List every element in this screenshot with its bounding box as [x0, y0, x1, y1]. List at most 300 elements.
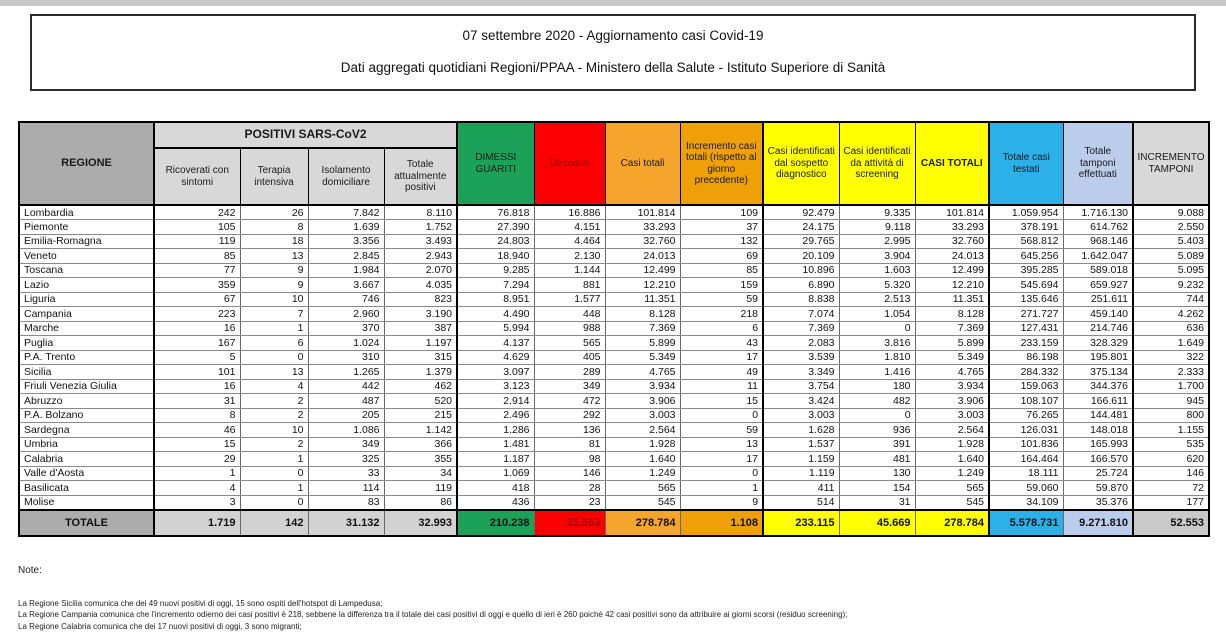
- value-cell: 4.035: [384, 278, 457, 293]
- value-cell: 4: [154, 481, 240, 496]
- value-cell: 5.089: [1133, 249, 1209, 264]
- value-cell: 69: [680, 249, 763, 264]
- notes-list: [18, 598, 1226, 632]
- value-cell: 565: [915, 481, 989, 496]
- value-cell: 1.119: [763, 466, 839, 481]
- value-cell: 24.175: [763, 220, 839, 235]
- value-cell: 8: [240, 220, 308, 235]
- value-cell: 86: [384, 495, 457, 510]
- value-cell: 0: [240, 350, 308, 365]
- value-cell: 1.144: [534, 263, 605, 278]
- region-cell: Sicilia: [19, 365, 154, 380]
- table-row: [19, 249, 1209, 264]
- value-cell: 487: [308, 394, 384, 409]
- value-cell: 565: [534, 336, 605, 351]
- value-cell: 85: [154, 249, 240, 264]
- table-row: [19, 278, 1209, 293]
- region-cell: Liguria: [19, 292, 154, 307]
- value-cell: 3.667: [308, 278, 384, 293]
- value-cell: 16: [154, 321, 240, 336]
- value-cell: 15: [154, 437, 240, 452]
- value-cell: 126.031: [989, 423, 1063, 438]
- value-cell: 418: [457, 481, 534, 496]
- notes-section: [18, 565, 1226, 632]
- column-header-casi-sospetto: Casi identificati dal sospetto diagnostico: [763, 122, 839, 205]
- value-cell: 482: [839, 394, 915, 409]
- value-cell: 92.479: [763, 205, 839, 220]
- value-cell: 159.063: [989, 379, 1063, 394]
- table-body: [19, 205, 1209, 536]
- region-cell: Campania: [19, 307, 154, 322]
- value-cell: 1.640: [605, 452, 680, 467]
- value-cell: 1.810: [839, 350, 915, 365]
- value-cell: 481: [839, 452, 915, 467]
- value-cell: 35.376: [1063, 495, 1133, 510]
- value-cell: 146: [534, 466, 605, 481]
- value-cell: 33: [308, 466, 384, 481]
- value-cell: 284.332: [989, 365, 1063, 380]
- value-cell: 1.024: [308, 336, 384, 351]
- value-cell: 11: [680, 379, 763, 394]
- region-cell: Puglia: [19, 336, 154, 351]
- column-header-incremento-tamponi: INCREMENTO TAMPONI: [1133, 122, 1209, 205]
- value-cell: 34.109: [989, 495, 1063, 510]
- value-cell: 462: [384, 379, 457, 394]
- value-cell: 1.069: [457, 466, 534, 481]
- value-cell: 545: [605, 495, 680, 510]
- value-cell: 520: [384, 394, 457, 409]
- value-cell: 6.890: [763, 278, 839, 293]
- value-cell: 4.490: [457, 307, 534, 322]
- value-cell: 5: [154, 350, 240, 365]
- value-cell: 1.716.130: [1063, 205, 1133, 220]
- value-cell: 43: [680, 336, 763, 351]
- value-cell: 359: [154, 278, 240, 293]
- value-cell: 1.054: [839, 307, 915, 322]
- totale-value-cell: 52.553: [1133, 510, 1209, 536]
- value-cell: 387: [384, 321, 457, 336]
- value-cell: 180: [839, 379, 915, 394]
- value-cell: 2: [240, 437, 308, 452]
- region-cell: Lombardia: [19, 205, 154, 220]
- value-cell: 135.646: [989, 292, 1063, 307]
- table-row: [19, 466, 1209, 481]
- value-cell: 9: [240, 278, 308, 293]
- value-cell: 0: [839, 321, 915, 336]
- value-cell: 3.356: [308, 234, 384, 249]
- value-cell: 15: [680, 394, 763, 409]
- value-cell: 46: [154, 423, 240, 438]
- table-row: [19, 394, 1209, 409]
- value-cell: 349: [534, 379, 605, 394]
- region-cell: Piemonte: [19, 220, 154, 235]
- value-cell: 1.086: [308, 423, 384, 438]
- value-cell: 355: [384, 452, 457, 467]
- value-cell: 218: [680, 307, 763, 322]
- value-cell: 101.814: [605, 205, 680, 220]
- table-row: [19, 452, 1209, 467]
- value-cell: 165.993: [1063, 437, 1133, 452]
- value-cell: 1.700: [1133, 379, 1209, 394]
- value-cell: 5.899: [915, 336, 989, 351]
- value-cell: 3.904: [839, 249, 915, 264]
- value-cell: 20.109: [763, 249, 839, 264]
- value-cell: 76.265: [989, 408, 1063, 423]
- value-cell: 1.928: [915, 437, 989, 452]
- value-cell: 86.198: [989, 350, 1063, 365]
- notes-heading: Note:: [18, 565, 1226, 576]
- table-row: [19, 220, 1209, 235]
- value-cell: 620: [1133, 452, 1209, 467]
- value-cell: 472: [534, 394, 605, 409]
- value-cell: 167: [154, 336, 240, 351]
- value-cell: 3.493: [384, 234, 457, 249]
- value-cell: 31: [839, 495, 915, 510]
- value-cell: 8.110: [384, 205, 457, 220]
- value-cell: 12.499: [915, 263, 989, 278]
- value-cell: 310: [308, 350, 384, 365]
- value-cell: 1.752: [384, 220, 457, 235]
- value-cell: 13: [240, 365, 308, 380]
- table-row: [19, 234, 1209, 249]
- value-cell: 3.003: [605, 408, 680, 423]
- value-cell: 2.550: [1133, 220, 1209, 235]
- table-row: [19, 437, 1209, 452]
- column-header-casi-testati: Totale casi testati: [989, 122, 1063, 205]
- value-cell: 1.187: [457, 452, 534, 467]
- column-header-casi-screening: Casi identificati da attività di screening: [839, 122, 915, 205]
- value-cell: 645.256: [989, 249, 1063, 264]
- totale-value-cell: 210.238: [457, 510, 534, 536]
- value-cell: 292: [534, 408, 605, 423]
- totale-value-cell: 31.132: [308, 510, 384, 536]
- value-cell: 33.293: [605, 220, 680, 235]
- value-cell: 242: [154, 205, 240, 220]
- region-cell: Abruzzo: [19, 394, 154, 409]
- table-row: [19, 481, 1209, 496]
- value-cell: 8: [154, 408, 240, 423]
- value-cell: 9.335: [839, 205, 915, 220]
- value-cell: 1.142: [384, 423, 457, 438]
- value-cell: 3.934: [915, 379, 989, 394]
- value-cell: 2.914: [457, 394, 534, 409]
- region-cell: Molise: [19, 495, 154, 510]
- value-cell: 59: [680, 423, 763, 438]
- value-cell: 0: [240, 466, 308, 481]
- value-cell: 1.577: [534, 292, 605, 307]
- value-cell: 34: [384, 466, 457, 481]
- value-cell: 7.074: [763, 307, 839, 322]
- value-cell: 154: [839, 481, 915, 496]
- value-cell: 98: [534, 452, 605, 467]
- value-cell: 8.128: [605, 307, 680, 322]
- value-cell: 81: [534, 437, 605, 452]
- value-cell: 881: [534, 278, 605, 293]
- value-cell: 1.603: [839, 263, 915, 278]
- value-cell: 3.123: [457, 379, 534, 394]
- value-cell: 535: [1133, 437, 1209, 452]
- totale-value-cell: 45.669: [839, 510, 915, 536]
- value-cell: 0: [240, 495, 308, 510]
- value-cell: 1.928: [605, 437, 680, 452]
- report-title: 07 settembre 2020 - Aggiornamento casi Covid-19: [42, 28, 1184, 43]
- covid-data-table: [18, 121, 1210, 537]
- value-cell: 18: [240, 234, 308, 249]
- value-cell: 1.159: [763, 452, 839, 467]
- value-cell: 2: [240, 394, 308, 409]
- value-cell: 83: [308, 495, 384, 510]
- value-cell: 11.351: [605, 292, 680, 307]
- value-cell: 136: [534, 423, 605, 438]
- region-cell: Basilicata: [19, 481, 154, 496]
- value-cell: 24.013: [605, 249, 680, 264]
- value-cell: 3.754: [763, 379, 839, 394]
- report-subtitle: Dati aggregati quotidiani Regioni/PPAA - Ministero della Salute - Istituto Superiore di Sanità: [42, 60, 1184, 75]
- value-cell: 2.513: [839, 292, 915, 307]
- value-cell: 27.390: [457, 220, 534, 235]
- value-cell: 744: [1133, 292, 1209, 307]
- value-cell: 289: [534, 365, 605, 380]
- value-cell: 2.564: [605, 423, 680, 438]
- value-cell: 233.159: [989, 336, 1063, 351]
- value-cell: 119: [154, 234, 240, 249]
- table-row: [19, 350, 1209, 365]
- value-cell: 59.060: [989, 481, 1063, 496]
- value-cell: 545.694: [989, 278, 1063, 293]
- value-cell: 32.760: [915, 234, 989, 249]
- value-cell: 3.003: [763, 408, 839, 423]
- value-cell: 3.934: [605, 379, 680, 394]
- value-cell: 7.842: [308, 205, 384, 220]
- value-cell: 24.013: [915, 249, 989, 264]
- column-header-casi-totali: Casi totali: [605, 122, 680, 205]
- value-cell: 1: [154, 466, 240, 481]
- value-cell: 344.376: [1063, 379, 1133, 394]
- value-cell: 9.088: [1133, 205, 1209, 220]
- value-cell: 4.464: [534, 234, 605, 249]
- value-cell: 1.537: [763, 437, 839, 452]
- region-cell: Emilia-Romagna: [19, 234, 154, 249]
- value-cell: 16.886: [534, 205, 605, 220]
- column-header-regione: REGIONE: [19, 122, 154, 205]
- value-cell: 18.111: [989, 466, 1063, 481]
- value-cell: 2.960: [308, 307, 384, 322]
- value-cell: 1: [240, 481, 308, 496]
- column-header-casi-totali-2: CASI TOTALI: [915, 122, 989, 205]
- value-cell: 1: [240, 452, 308, 467]
- value-cell: 370: [308, 321, 384, 336]
- value-cell: 436: [457, 495, 534, 510]
- value-cell: 3.816: [839, 336, 915, 351]
- value-cell: 12.499: [605, 263, 680, 278]
- value-cell: 148.018: [1063, 423, 1133, 438]
- value-cell: 0: [839, 408, 915, 423]
- value-cell: 9: [680, 495, 763, 510]
- value-cell: 10: [240, 292, 308, 307]
- value-cell: 214.746: [1063, 321, 1133, 336]
- table-row: [19, 292, 1209, 307]
- value-cell: 8.128: [915, 307, 989, 322]
- value-cell: 2.496: [457, 408, 534, 423]
- value-cell: 101: [154, 365, 240, 380]
- table-row: [19, 205, 1209, 220]
- value-cell: 24.803: [457, 234, 534, 249]
- value-cell: 2.943: [384, 249, 457, 264]
- value-cell: 23: [534, 495, 605, 510]
- column-header-dimessi-guariti: DIMESSI GUARITI: [457, 122, 534, 205]
- region-cell: Sardegna: [19, 423, 154, 438]
- totale-value-cell: 32.993: [384, 510, 457, 536]
- window-top-strip: [0, 0, 1226, 6]
- column-header-terapia-intensiva: Terapia intensiva: [240, 148, 308, 205]
- value-cell: 59.870: [1063, 481, 1133, 496]
- note-item: La Regione Sicilia comunica che dei 49 nuovi positivi di oggi, 15 sono ospiti dell'hotspot di Lampedusa;: [18, 598, 1226, 610]
- column-header-incremento-casi: Incremento casi totali (rispetto al giorno precedente): [680, 122, 763, 205]
- value-cell: 3.424: [763, 394, 839, 409]
- value-cell: 1.249: [605, 466, 680, 481]
- value-cell: 7.369: [763, 321, 839, 336]
- value-cell: 3: [154, 495, 240, 510]
- region-cell: Marche: [19, 321, 154, 336]
- value-cell: 17: [680, 452, 763, 467]
- value-cell: 1.639: [308, 220, 384, 235]
- region-cell: Friuli Venezia Giulia: [19, 379, 154, 394]
- value-cell: 3.906: [605, 394, 680, 409]
- value-cell: 114: [308, 481, 384, 496]
- value-cell: 328.329: [1063, 336, 1133, 351]
- value-cell: 195.801: [1063, 350, 1133, 365]
- value-cell: 3.349: [763, 365, 839, 380]
- value-cell: 459.140: [1063, 307, 1133, 322]
- table-row: [19, 263, 1209, 278]
- totale-value-cell: 142: [240, 510, 308, 536]
- value-cell: 108.107: [989, 394, 1063, 409]
- value-cell: 3.190: [384, 307, 457, 322]
- value-cell: 16: [154, 379, 240, 394]
- value-cell: 101.836: [989, 437, 1063, 452]
- value-cell: 127.431: [989, 321, 1063, 336]
- value-cell: 2.070: [384, 263, 457, 278]
- value-cell: 4.151: [534, 220, 605, 235]
- value-cell: 3.539: [763, 350, 839, 365]
- value-cell: 132: [680, 234, 763, 249]
- value-cell: 49: [680, 365, 763, 380]
- value-cell: 2: [240, 408, 308, 423]
- value-cell: 1.642.047: [1063, 249, 1133, 264]
- value-cell: 636: [1133, 321, 1209, 336]
- value-cell: 5.349: [915, 350, 989, 365]
- value-cell: 7.369: [605, 321, 680, 336]
- region-cell: Lazio: [19, 278, 154, 293]
- value-cell: 9: [240, 263, 308, 278]
- value-cell: 12.210: [605, 278, 680, 293]
- value-cell: 0: [680, 408, 763, 423]
- group-header-positivi: POSITIVI SARS-CoV2: [154, 122, 457, 148]
- value-cell: 77: [154, 263, 240, 278]
- value-cell: 9.232: [1133, 278, 1209, 293]
- value-cell: 13: [240, 249, 308, 264]
- value-cell: 205: [308, 408, 384, 423]
- value-cell: 59: [680, 292, 763, 307]
- table-row: [19, 423, 1209, 438]
- value-cell: 10.896: [763, 263, 839, 278]
- value-cell: 5.349: [605, 350, 680, 365]
- table-row: [19, 379, 1209, 394]
- region-cell: Calabria: [19, 452, 154, 467]
- totale-value-cell: 9.271.810: [1063, 510, 1133, 536]
- value-cell: 9.285: [457, 263, 534, 278]
- value-cell: 7.294: [457, 278, 534, 293]
- value-cell: 1.628: [763, 423, 839, 438]
- value-cell: 4: [240, 379, 308, 394]
- value-cell: 146: [1133, 466, 1209, 481]
- value-cell: 4.629: [457, 350, 534, 365]
- value-cell: 0: [680, 466, 763, 481]
- value-cell: 72: [1133, 481, 1209, 496]
- value-cell: 378.191: [989, 220, 1063, 235]
- column-header-tamponi-effettuati: Totale tamponi effettuati: [1063, 122, 1133, 205]
- column-header-ricoverati: Ricoverati con sintomi: [154, 148, 240, 205]
- value-cell: 1.416: [839, 365, 915, 380]
- value-cell: 2.333: [1133, 365, 1209, 380]
- value-cell: 988: [534, 321, 605, 336]
- value-cell: 130: [839, 466, 915, 481]
- value-cell: 28: [534, 481, 605, 496]
- value-cell: 8.838: [763, 292, 839, 307]
- value-cell: 251.611: [1063, 292, 1133, 307]
- value-cell: 1.640: [915, 452, 989, 467]
- value-cell: 9.118: [839, 220, 915, 235]
- value-cell: 514: [763, 495, 839, 510]
- value-cell: 2.083: [763, 336, 839, 351]
- column-header-isolamento: Isolamento domiciliare: [308, 148, 384, 205]
- value-cell: 945: [1133, 394, 1209, 409]
- region-cell: Veneto: [19, 249, 154, 264]
- note-item: La Regione Campania comunica che l'incremento odierno dei casi positivi è 218, sebbene la differenza tra il totale dei casi positivi di oggi e quello di ieri è 260 poiché 42 casi positivi sono da attribuire ai giorni scorsi (residuo screening);: [18, 609, 1226, 621]
- value-cell: 166.570: [1063, 452, 1133, 467]
- column-header-deceduti: Deceduti: [534, 122, 605, 205]
- value-cell: 144.481: [1063, 408, 1133, 423]
- totale-value-cell: 278.784: [915, 510, 989, 536]
- value-cell: 215: [384, 408, 457, 423]
- value-cell: 3.906: [915, 394, 989, 409]
- value-cell: 614.762: [1063, 220, 1133, 235]
- value-cell: 4.765: [605, 365, 680, 380]
- value-cell: 405: [534, 350, 605, 365]
- value-cell: 411: [763, 481, 839, 496]
- value-cell: 29: [154, 452, 240, 467]
- value-cell: 7.369: [915, 321, 989, 336]
- value-cell: 13: [680, 437, 763, 452]
- value-cell: 325: [308, 452, 384, 467]
- table-row: [19, 336, 1209, 351]
- region-cell: P.A. Trento: [19, 350, 154, 365]
- note-item: La Regione Calabria comunica che dei 17 nuovi positivi di oggi, 3 sono migranti;: [18, 621, 1226, 632]
- value-cell: 12.210: [915, 278, 989, 293]
- table-header: [19, 122, 1209, 205]
- value-cell: 3.097: [457, 365, 534, 380]
- value-cell: 5.994: [457, 321, 534, 336]
- totale-value-cell: 35.553: [534, 510, 605, 536]
- value-cell: 366: [384, 437, 457, 452]
- totale-value-cell: 233.115: [763, 510, 839, 536]
- value-cell: 1.649: [1133, 336, 1209, 351]
- value-cell: 223: [154, 307, 240, 322]
- value-cell: 32.760: [605, 234, 680, 249]
- table-row: [19, 408, 1209, 423]
- value-cell: 746: [308, 292, 384, 307]
- table-row: [19, 365, 1209, 380]
